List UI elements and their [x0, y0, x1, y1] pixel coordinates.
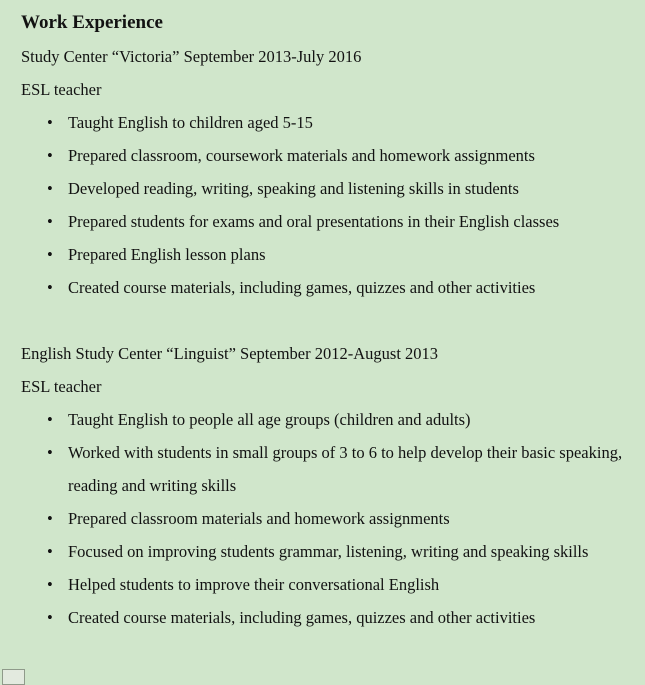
job-duty: • Prepared classroom materials and homework assignments — [21, 502, 635, 535]
section-spacer — [21, 304, 645, 337]
job-duty: • Created course materials, including games, quizzes and other activities — [21, 271, 635, 304]
job-duty: • Created course materials, including games, quizzes and other activities — [21, 601, 635, 634]
job-title-line: English Study Center “Linguist” September 2012-August 2013 — [21, 344, 439, 363]
job-duty: • Prepared students for exams and oral presentations in their English classes — [21, 205, 635, 238]
job-duty: • Focused on improving students grammar, listening, writing and speaking skills — [21, 535, 635, 568]
job-role: ESL teacher — [21, 80, 102, 99]
job-entry-linguist — [21, 337, 645, 634]
job-duty: • Prepared classroom, coursework materials and homework assignments — [21, 139, 635, 172]
job-duty: • Taught English to people all age groups (children and adults) — [21, 403, 635, 436]
job-duty: • Prepared English lesson plans — [21, 238, 635, 271]
job-role: ESL teacher — [21, 377, 102, 396]
job-duties-list — [21, 106, 635, 304]
job-duty: • Taught English to children aged 5-15 — [21, 106, 635, 139]
job-entry-victoria — [21, 40, 645, 304]
section-heading: Work Experience — [21, 12, 163, 33]
job-duty: • Worked with students in small groups of 3 to 6 to help develop their basic speaking, reading and writing skills — [21, 436, 635, 502]
partial-box-artifact — [2, 669, 25, 685]
job-duty: • Developed reading, writing, speaking and listening skills in students — [21, 172, 635, 205]
job-duties-list — [21, 403, 635, 634]
job-title-line: Study Center “Victoria” September 2013-July 2016 — [21, 47, 362, 66]
job-duty: • Helped students to improve their conversational English — [21, 568, 635, 601]
